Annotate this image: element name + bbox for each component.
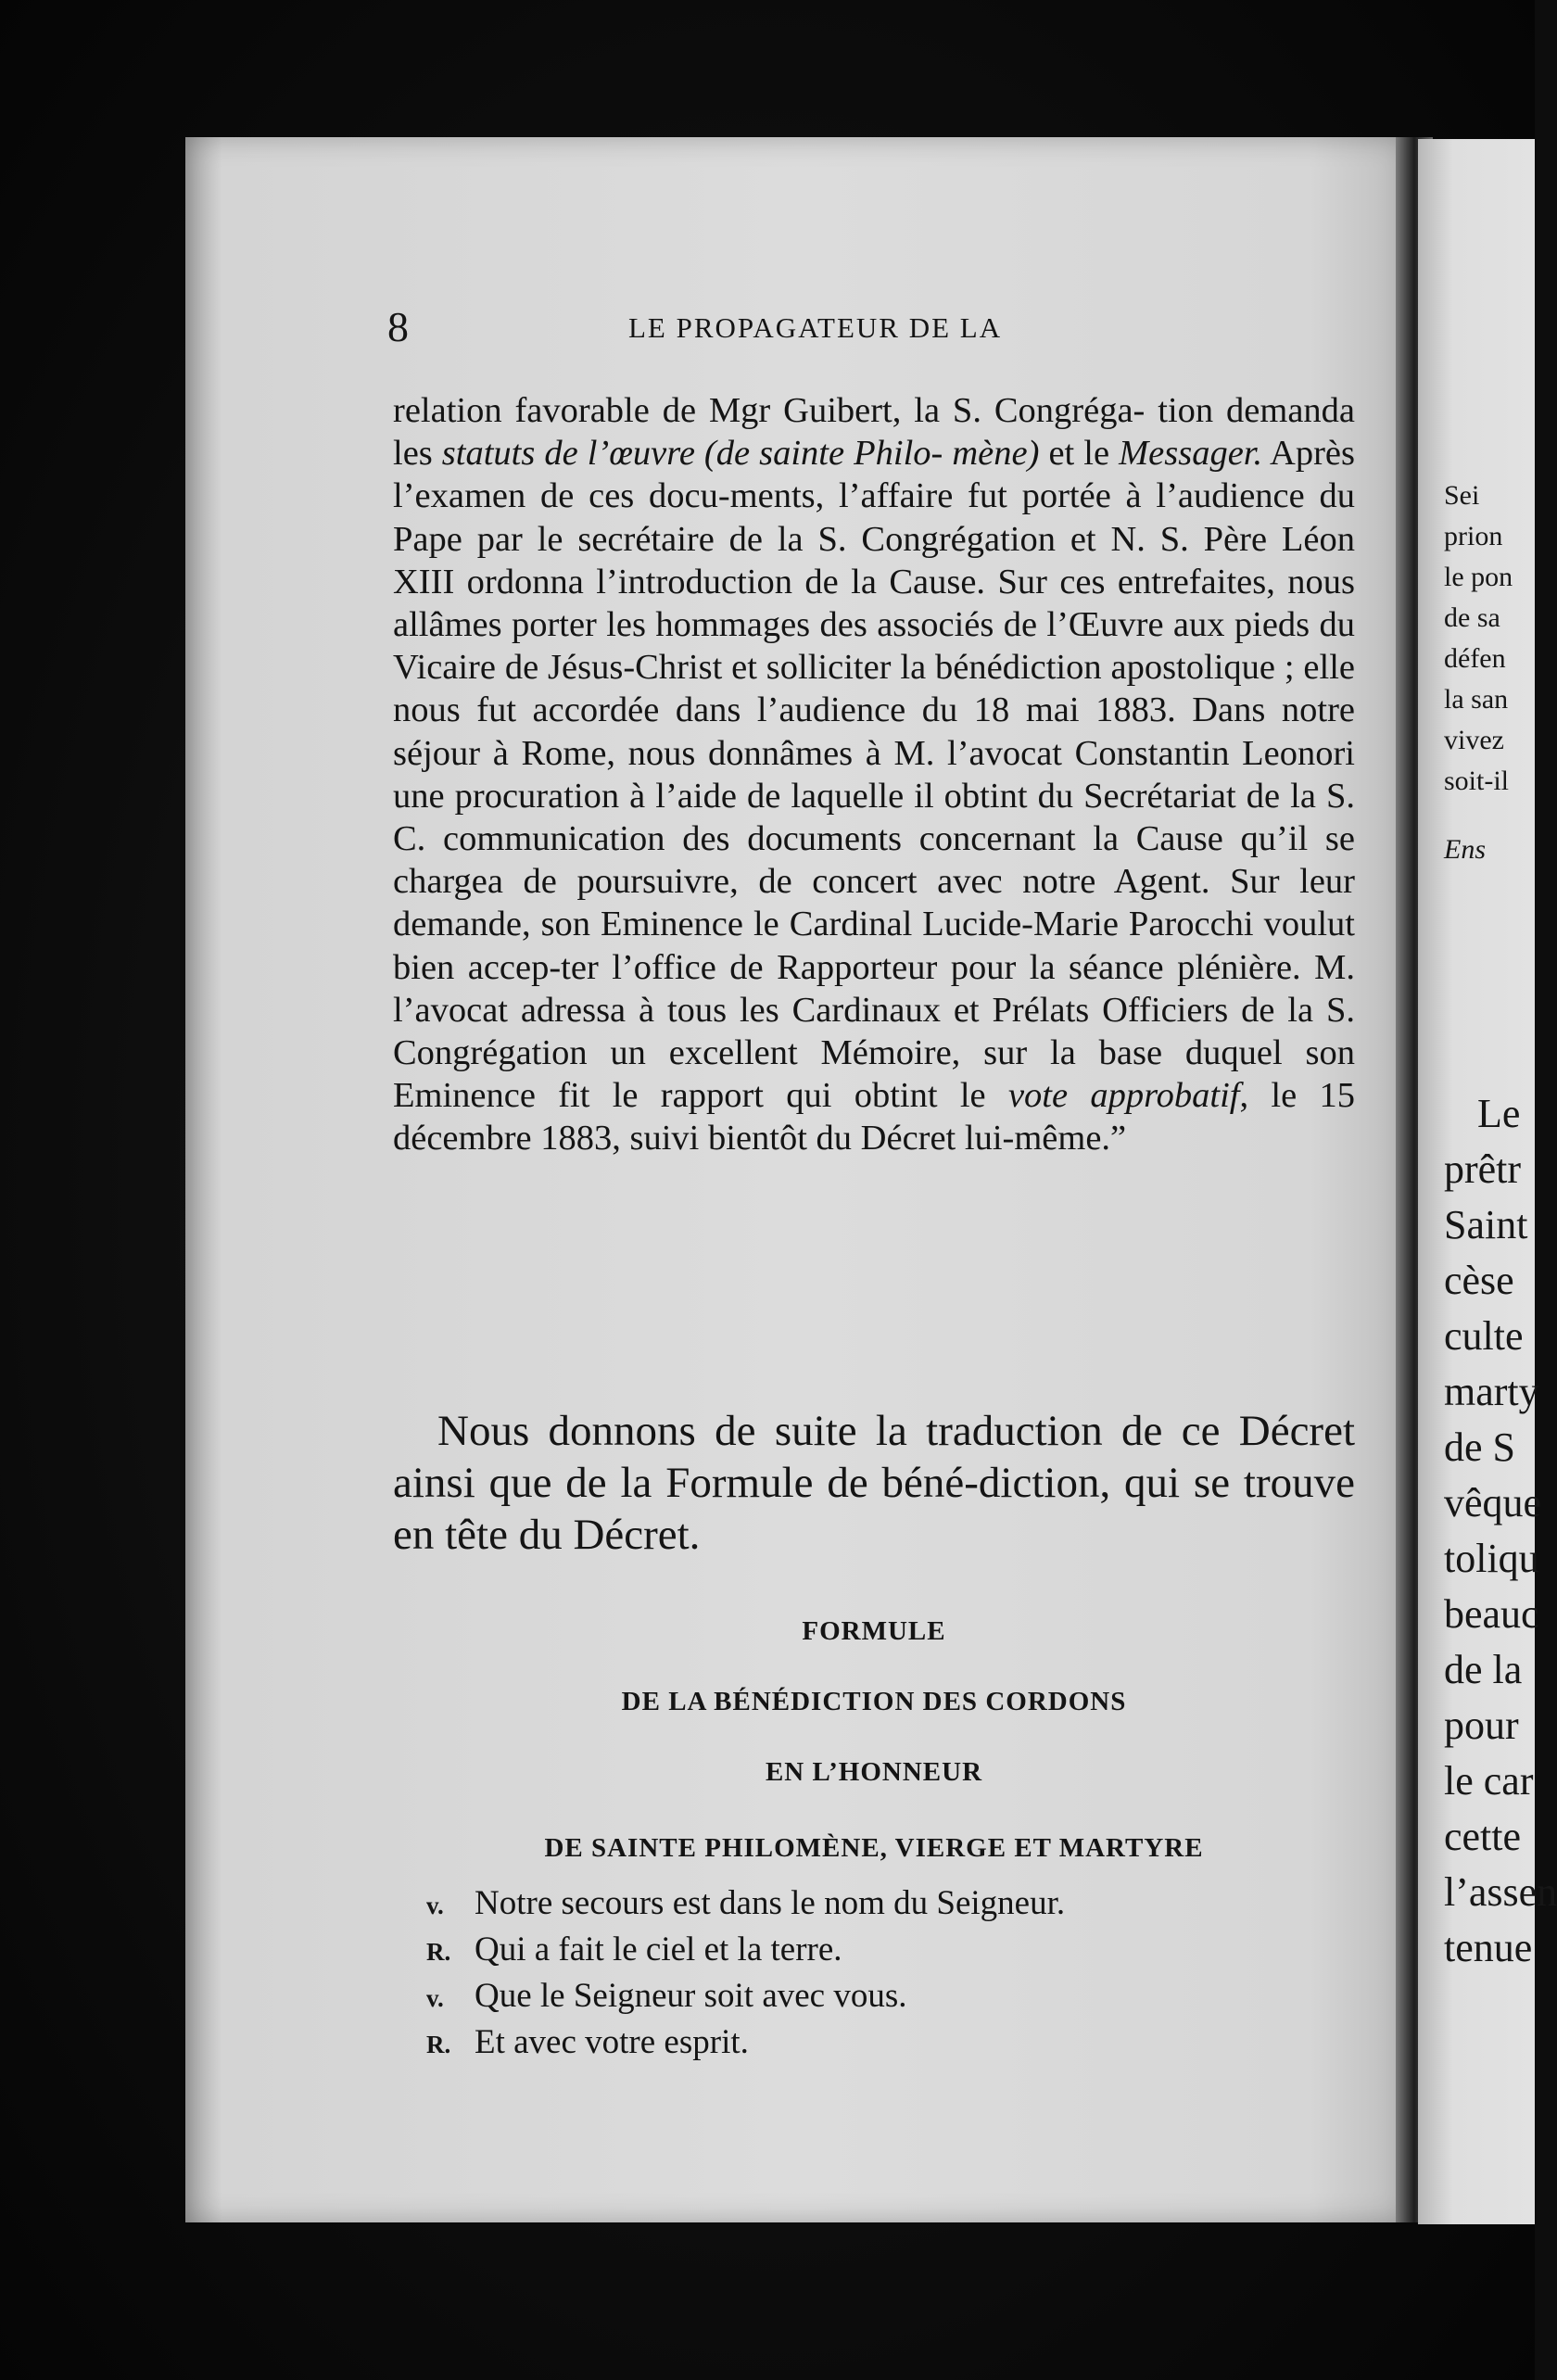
- versicle-text: Notre secours est dans le nom du Seigneur.: [475, 1884, 1066, 1922]
- body-italic-vote: vote approbatif: [1007, 1076, 1240, 1116]
- right-fragment: vêque: [1444, 1480, 1542, 1525]
- right-fragment: prêtr: [1444, 1146, 1522, 1192]
- right-fragment: Sei: [1444, 480, 1480, 511]
- page-header: [387, 302, 1110, 348]
- right-fragment: de sa: [1444, 602, 1500, 633]
- right-fragment: cette: [1444, 1814, 1522, 1859]
- right-fragment: vivez: [1444, 725, 1504, 755]
- body-paragraph: [393, 389, 1355, 1160]
- response-mark: R.: [426, 1938, 451, 1966]
- right-fragment: le car: [1444, 1758, 1534, 1804]
- versicle-mark: v.: [426, 1984, 444, 2012]
- body-italic-statuts: statuts de l’œuvre (de sainte Philo-: [441, 434, 943, 474]
- formula-heading-line-3: EN L’HONNEUR: [765, 1757, 983, 1787]
- response-1: [426, 1928, 1353, 1974]
- versicle-1: [426, 1881, 1353, 1928]
- running-title: LE PROPAGATEUR DE LA: [628, 311, 1003, 344]
- right-fragment: cèse: [1444, 1258, 1514, 1303]
- right-fragment: beauc: [1444, 1591, 1539, 1637]
- body-main-text: Après l’examen de ces docu-ments, l’affaire fut portée à l’audience du Pape par le secrétaire de la S. Congrégation et N. S. Père Léon XIII ordonna l’introduction de la Cause. Sur ces entrefaites, nous allâmes porter les hommages des associés de l’Œuvre aux pieds du Vicaire de Jésus-Christ et solliciter la bénédiction apostolique ; elle nous fut accordée dans l’audience du 18 mai 1883. Dans notre séjour à Rome, nous donnâmes à M. l’avocat Constantin Leonori une procuration à l’aide de laquelle il obtint du Secrétariat de la S. C. communication des documents concernant la Cause qu’il se chargea de poursuivre, de concert avec notre Agent. Sur leur demande, son Eminence le Cardinal Lucide-Marie Parocchi voulut bien accep-ter l’office de Rapporteur pour la séance plénière. M. l’avocat adressa à tous les Cardinaux et Prélats Officiers de la S. Congrégation un excellent Mémoire, sur la base duquel son Eminence fit le rapport qui obtint le: [393, 434, 1355, 1116]
- response-2: [426, 2020, 1353, 2067]
- right-fragment: la san: [1444, 684, 1509, 715]
- response-mark: R.: [426, 2031, 451, 2058]
- formula-heading-title: FORMULE: [802, 1616, 946, 1646]
- right-fragment: de la: [1444, 1647, 1523, 1692]
- formula-heading-line-4: DE SAINTE PHILOMÈNE, VIERGE ET MARTYRE: [544, 1833, 1204, 1863]
- right-fragment: culte: [1444, 1313, 1524, 1359]
- right-fragment-italic: Ens: [1444, 834, 1486, 865]
- right-fragment: le pon: [1444, 562, 1513, 592]
- right-fragment: de S: [1444, 1424, 1515, 1470]
- response-text: Qui a fait le ciel et la terre.: [475, 1931, 842, 1969]
- right-fragment: Saint: [1444, 1202, 1528, 1247]
- body-line-et-le: et le: [1039, 434, 1120, 474]
- page-number: 8: [387, 303, 409, 350]
- body-line-1: relation favorable de Mgr Guibert, la S. Congréga-: [393, 391, 1146, 430]
- right-fragment: défen: [1444, 643, 1506, 674]
- formula-heading-line-2: DE LA BÉNÉDICTION DES CORDONS: [621, 1687, 1127, 1716]
- right-fragment: toliqu: [1444, 1536, 1539, 1581]
- body-italic-messager: Messager.: [1119, 434, 1263, 474]
- right-fragment: l’assen: [1444, 1869, 1557, 1915]
- intro-paragraph: Nous donnons de suite la traduction de ce Décret ainsi que de la Formule de béné-diction, qui se trouve en tête du Décret.: [393, 1407, 1355, 1559]
- versicle-text: Que le Seigneur soit avec vous.: [475, 1977, 907, 2015]
- body-line-2: tion demanda les: [393, 391, 1355, 474]
- right-fragment: Le: [1477, 1091, 1521, 1136]
- right-fragment: soit-il: [1444, 766, 1510, 796]
- right-fragment: marty: [1444, 1369, 1539, 1414]
- body-closing-text: , le 15 décembre 1883, suivi bientôt du Décret lui-même.”: [393, 1076, 1355, 1158]
- versicle-2: [426, 1974, 1353, 2020]
- response-text: Et avec votre esprit.: [475, 2023, 749, 2061]
- body-italic-mene: mène): [952, 434, 1040, 474]
- right-fragment: prion: [1444, 521, 1503, 551]
- versicle-list: [426, 1881, 1353, 2067]
- right-fragment: tenue: [1444, 1925, 1533, 1970]
- versicle-mark: v.: [426, 1892, 444, 1919]
- right-fragment: pour: [1444, 1703, 1519, 1748]
